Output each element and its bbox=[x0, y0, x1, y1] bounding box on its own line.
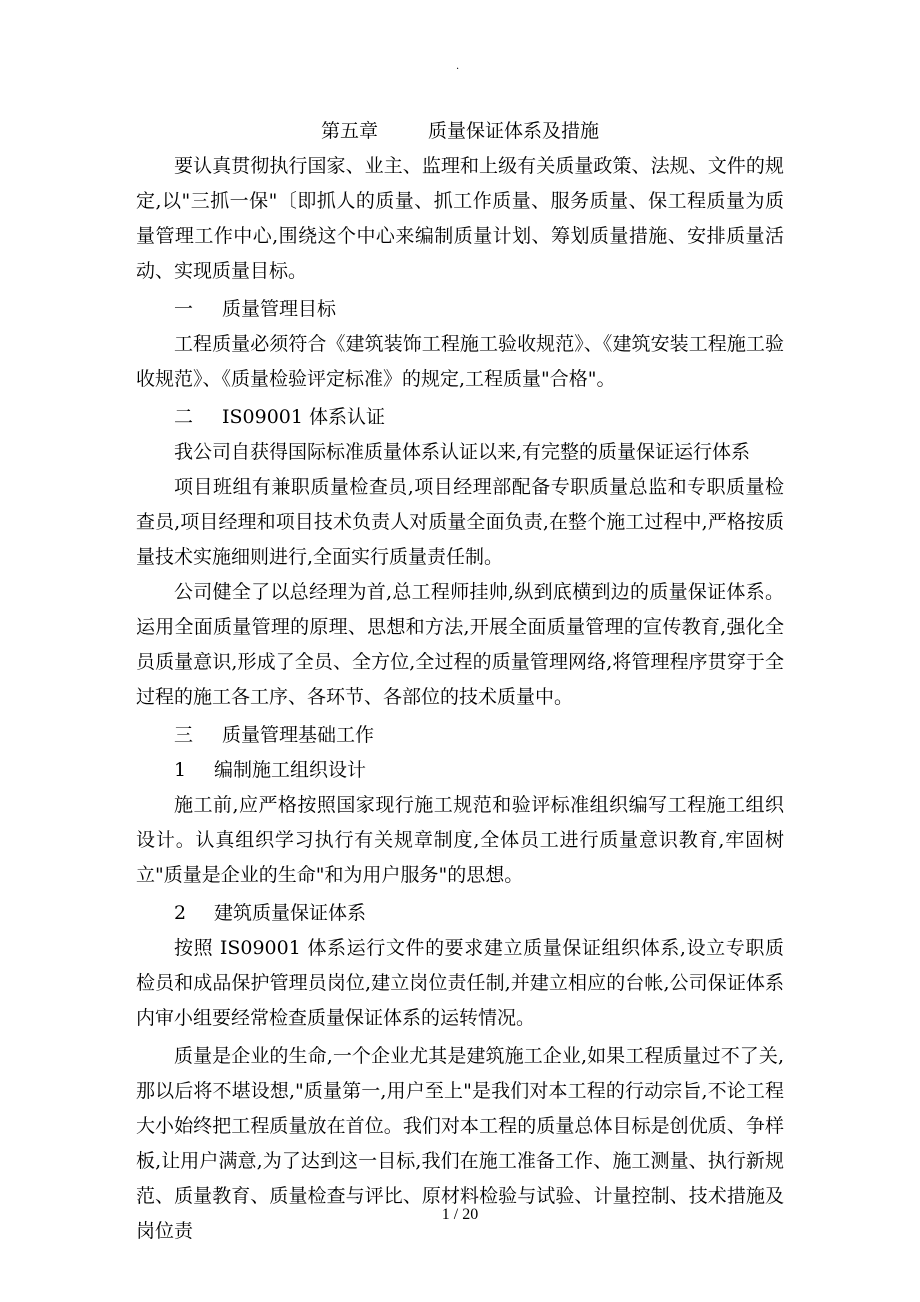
paragraph: 质量是企业的生命,一个企业尤其是建筑施工企业,如果工程质量过不了关,那以后将不堪设想,"质量第一,用户至上"是我们对本工程的行动宗旨,不论工程大小始终把工程质量放在首位。我们对本工程的质量总体目标是创优质、争样板,让用户满意,为了达到这一目标,我们在施工准备工作、施工测量、执行新规范、质量教育、质量检查与评比、原材料检验与试验、计量控制、技术措施及岗位责 bbox=[136, 1045, 784, 1242]
paragraph: 施工前,应严格按照国家现行施工规范和验评标准组织编写工程施工组织设计。认真组织学习执行有关规章制度,全体员工进行质量意识教育,牢固树立"质量是企业的生命"和为用户服务"的思想。 bbox=[136, 794, 784, 886]
paragraph: 我公司自获得国际标准质量体系认证以来,有完整的质量保证运行体系 bbox=[174, 441, 751, 463]
section-heading-1 bbox=[136, 292, 784, 327]
subsection-title: 编制施工组织设计 bbox=[214, 759, 367, 781]
header-mark: . bbox=[456, 61, 460, 72]
subsection-heading-2 bbox=[136, 896, 784, 931]
paragraph: 项目班组有兼职质量检查员,项目经理部配备专职质量总监和专职质量检查员,项目经理和项目技术负责人对质量全面负责,在整个施工过程中,严格按质量技术实施细则进行,全面实行质量责任制。 bbox=[136, 476, 784, 568]
intro-paragraph: 要认真贯彻执行国家、业主、监理和上级有关质量政策、法规、文件的规定,以"三抓一保"〔即抓人的质量、抓工作质量、服务质量、保工程质量为质量管理工作中心,围绕这个中心来编制质量计划、筹划质量措施、安排质量活动、实现质量目标。 bbox=[136, 155, 784, 282]
chapter-number: 第五章 bbox=[320, 120, 378, 142]
paragraph: 公司健全了以总经理为首,总工程师挂帅,纵到底横到边的质量保证体系。运用全面质量管理的原理、思想和方法,开展全面质量管理的宣传教育,强化全员质量意识,形成了全员、全方位,全过程的质量管理网络,将管理程序贯穿于全过程的施工各工序、各环节、各部位的技术质量中。 bbox=[136, 581, 784, 708]
section-title: IS09001 体系认证 bbox=[222, 406, 386, 428]
chapter-title bbox=[136, 114, 784, 149]
page-number: 1 / 20 bbox=[441, 1206, 479, 1223]
subsection-title: 建筑质量保证体系 bbox=[214, 902, 367, 924]
subsection-heading-1 bbox=[136, 753, 784, 788]
section-title: 质量管理目标 bbox=[222, 298, 337, 320]
chapter-heading: 质量保证体系及措施 bbox=[428, 120, 600, 142]
subsection-number: 1 bbox=[174, 759, 187, 781]
section-heading-2 bbox=[136, 400, 784, 435]
section-number: 三 bbox=[174, 724, 194, 746]
paragraph: 按照 IS09001 体系运行文件的要求建立质量保证组织体系,设立专职质检员和成品保护管理员岗位,建立岗位责任制,并建立相应的台帐,公司保证体系内审小组要经常检查质量保证体系的运转情况。 bbox=[136, 937, 784, 1029]
subsection-number: 2 bbox=[174, 902, 187, 924]
section-heading-3 bbox=[136, 718, 784, 753]
document-body bbox=[136, 114, 784, 1249]
section-number: 二 bbox=[174, 406, 194, 428]
paragraph: 工程质量必须符合《建筑装饰工程施工验收规范》、《建筑安装工程施工验收规范》、《质量检验评定标准》的规定,工程质量"合格"。 bbox=[136, 333, 784, 390]
section-title: 质量管理基础工作 bbox=[222, 724, 375, 746]
section-number: 一 bbox=[174, 298, 194, 320]
